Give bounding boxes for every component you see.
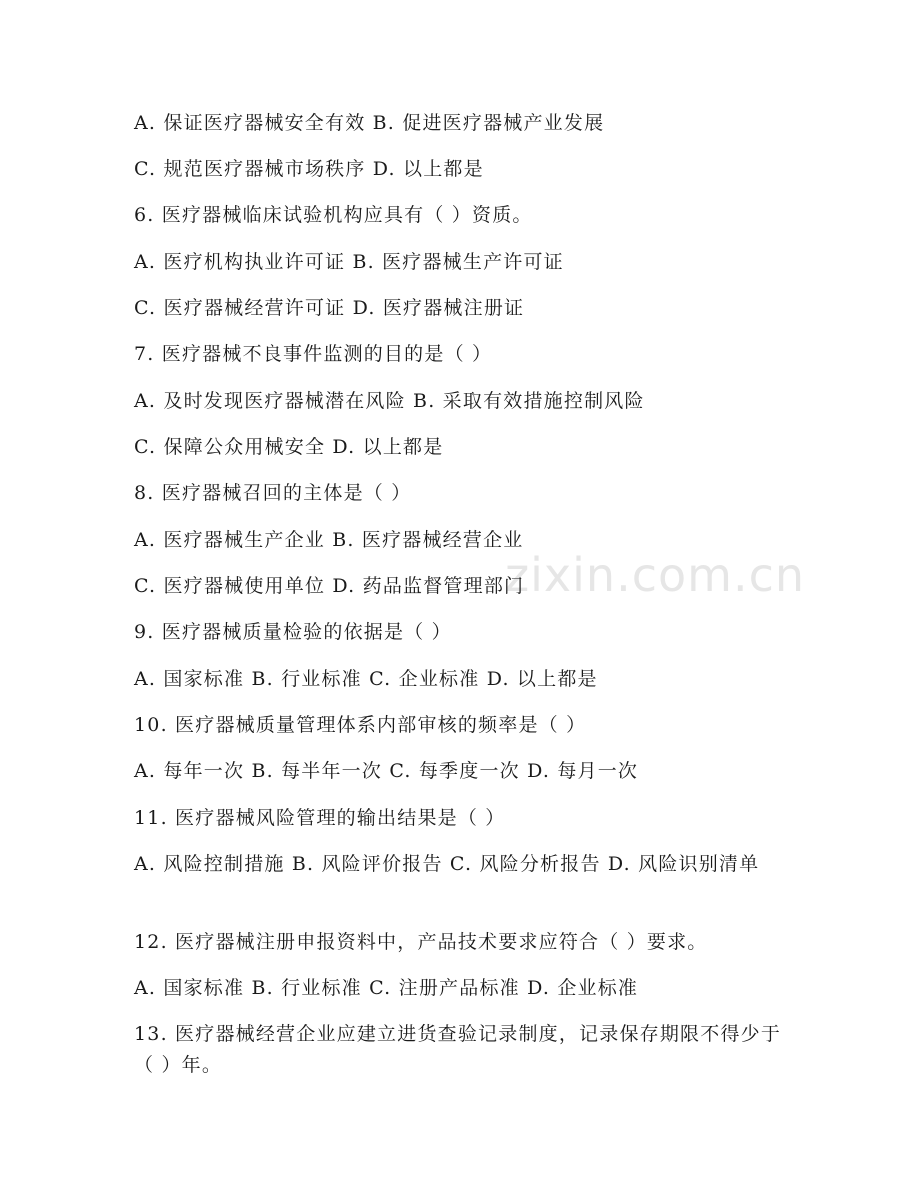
question-8: 8. 医疗器械召回的主体是（ ）	[134, 482, 412, 504]
q11-options: A. 风险控制措施 B. 风险评价报告 C. 风险分析报告 D. 风险识别清单	[134, 853, 760, 875]
watermark: zixin.com.cn	[505, 548, 806, 602]
q8-options-ab: A. 医疗器械生产企业 B. 医疗器械经营企业	[134, 529, 524, 551]
q6-options-cd: C. 医疗器械经营许可证 D. 医疗器械注册证	[134, 297, 525, 319]
question-13: 13. 医疗器械经营企业应建立进货查验记录制度，记录保存期限不得少于（ ）年。	[134, 1023, 782, 1076]
q10-options: A. 每年一次 B. 每半年一次 C. 每季度一次 D. 每月一次	[134, 760, 639, 782]
q12-options: A. 国家标准 B. 行业标准 C. 注册产品标准 D. 企业标准	[134, 977, 639, 999]
question-11: 11. 医疗器械风险管理的输出结果是（ ）	[134, 807, 506, 829]
question-7: 7. 医疗器械不良事件监测的目的是（ ）	[134, 343, 493, 365]
question-6: 6. 医疗器械临床试验机构应具有（ ）资质。	[134, 204, 533, 226]
q9-options: A. 国家标准 B. 行业标准 C. 企业标准 D. 以上都是	[134, 668, 598, 690]
q5-options-cd: C. 规范医疗器械市场秩序 D. 以上都是	[134, 158, 484, 180]
q7-options-ab: A. 及时发现医疗器械潜在风险 B. 采取有效措施控制风险	[134, 390, 645, 412]
q6-options-ab: A. 医疗机构执业许可证 B. 医疗器械生产许可证	[134, 251, 564, 273]
question-12: 12. 医疗器械注册申报资料中，产品技术要求应符合（ ）要求。	[134, 931, 708, 953]
question-9: 9. 医疗器械质量检验的依据是（ ）	[134, 621, 452, 643]
q8-options-cd: C. 医疗器械使用单位 D. 药品监督管理部门	[134, 575, 525, 597]
question-10: 10. 医疗器械质量管理体系内部审核的频率是（ ）	[134, 714, 587, 736]
q5-options-ab: A. 保证医疗器械安全有效 B. 促进医疗器械产业发展	[134, 112, 605, 134]
q7-options-cd: C. 保障公众用械安全 D. 以上都是	[134, 436, 444, 458]
